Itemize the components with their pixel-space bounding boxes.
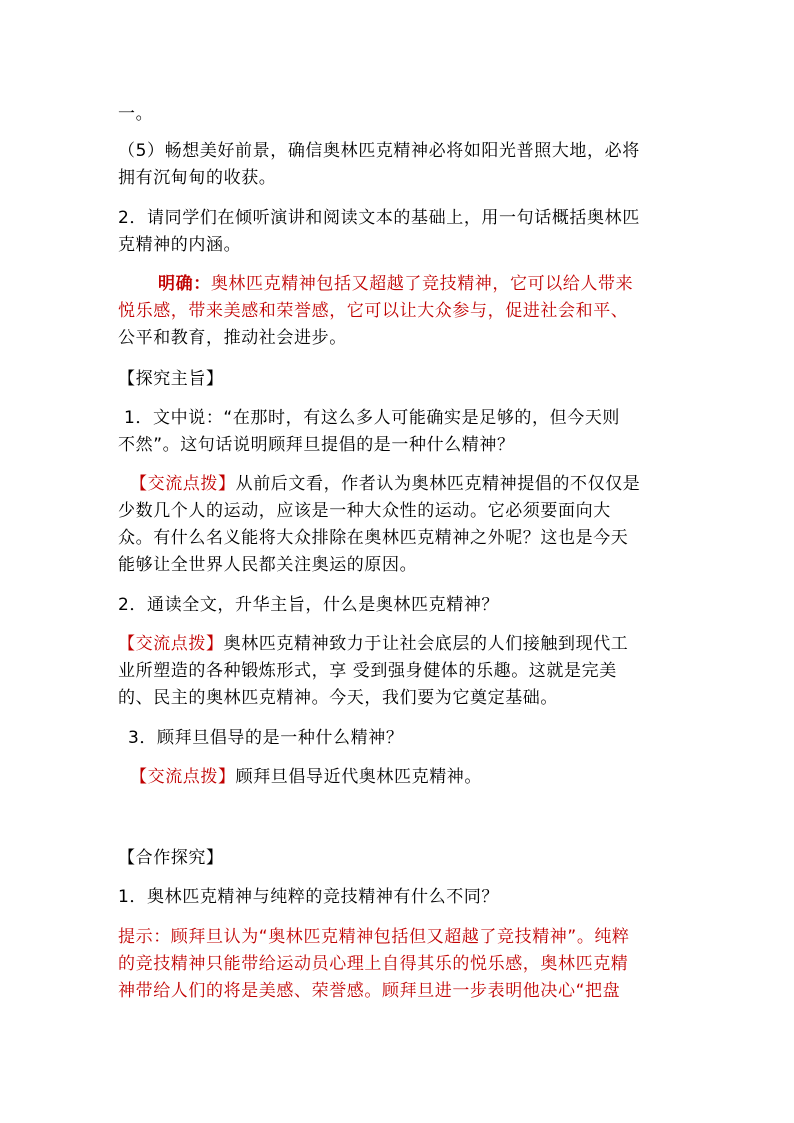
answer-label: 明确： [158, 274, 211, 294]
text-line: 拥有沉甸甸的收获。 [118, 168, 277, 188]
text-line: 一。 [118, 104, 154, 124]
exchange-label: 【交流点拨】 [130, 767, 236, 787]
answer-line: 【交流点拨】从前后文看，作者认为奥林匹克精神提倡的不仅仅是 [130, 474, 641, 494]
answer-line: 众。有什么名义能将大众排除在奥林匹克精神之外呢？这也是今天 [118, 528, 629, 548]
question-line: 1．奥林匹克精神与纯粹的竞技精神有什么不同？ [118, 887, 500, 907]
question-line: 3．顾拜旦倡导的是一种什么精神？ [128, 728, 404, 748]
answer-line: 【交流点拨】顾拜旦倡导近代奥林匹克精神。 [130, 767, 483, 787]
hint-line: 的竞技精神只能带给运动员心理上自得其乐的悦乐感，奥林匹克精 [118, 954, 629, 974]
answer-line: 【交流点拨】奥林匹克精神致力于让社会底层的人们接触到现代工 [118, 634, 629, 654]
question-line: 2．通读全文，升华主旨，什么是奥林匹克精神？ [118, 595, 500, 615]
answer-line: 的、民主的奥林匹克精神。今天，我们要为它奠定基础。 [118, 688, 558, 708]
exchange-label: 【交流点拨】 [118, 634, 224, 654]
question-line: 1．文中说：“在那时，有这么多人可能确实是足够的，但今天则 [124, 408, 621, 428]
section-heading: 【合作探究】 [118, 848, 224, 868]
text-line: （5）畅想美好前景，确信奥林匹克精神必将如阳光普照大地，必将 [118, 141, 640, 161]
question-line: 不然”。这句话说明顾拜旦提倡的是一种什么精神？ [118, 435, 515, 455]
section-heading: 【探究主旨】 [118, 369, 224, 389]
exchange-label: 【交流点拨】 [130, 474, 236, 494]
hint-line: 提示：顾拜旦认为“奥林匹克精神包括但又超越了竞技精神”。纯粹 [118, 927, 630, 947]
answer-line: 公平和教育，推动社会进步。 [118, 328, 347, 348]
question-line: 克精神的内涵。 [118, 235, 242, 255]
answer-line: 能够让全世界人民都关注奥运的原因。 [118, 555, 418, 575]
answer-line: 业所塑造的各种锻炼形式，享 受到强身健体的乐趣。这就是完美 [118, 661, 617, 681]
answer-line: 悦乐感，带来美感和荣誉感，它可以让大众参与，促进社会和平、 [118, 301, 629, 321]
answer-line: 明确：奥林匹克精神包括又超越了竞技精神，它可以给人带来 [158, 274, 634, 294]
hint-line: 神带给人们的将是美感、荣誉感。顾拜旦进一步表明他决心“把盘 [118, 981, 621, 1001]
answer-line: 少数几个人的运动，应该是一种大众性的运动。它必须要面向大 [118, 501, 611, 521]
question-line: 2．请同学们在倾听演讲和阅读文本的基础上，用一句话概括奥林匹 [118, 208, 640, 228]
